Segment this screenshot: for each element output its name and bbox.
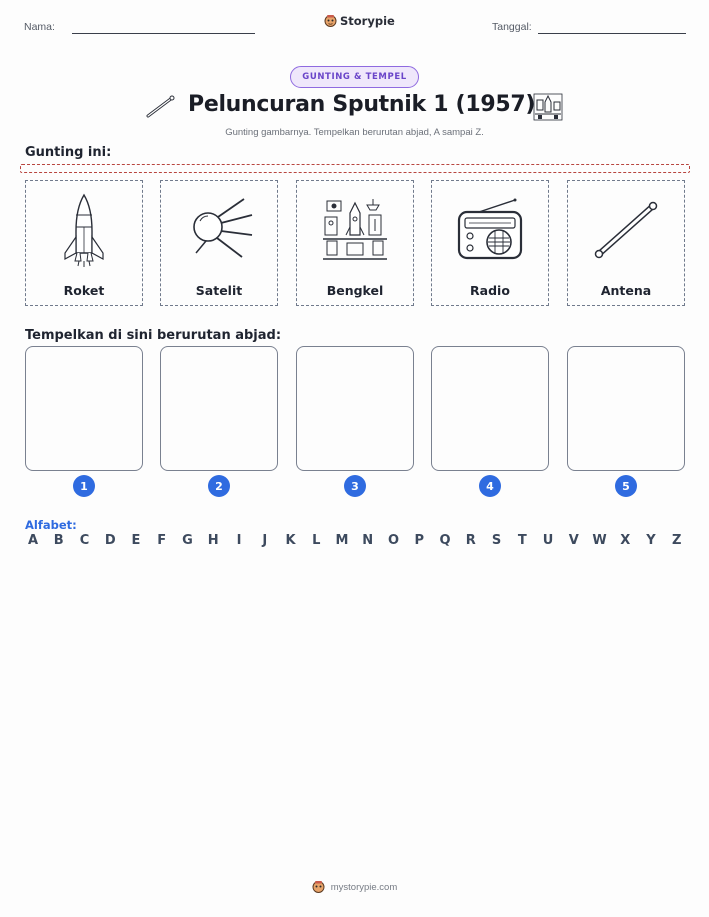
paste-box-4[interactable] (431, 346, 549, 471)
card-label: Bengkel (326, 283, 384, 298)
alphabet-letter: Q (439, 533, 451, 548)
alphabet-letter: L (312, 533, 321, 548)
position-number-5: 5 (615, 475, 637, 497)
footer-url: mystorypie.com (330, 881, 398, 893)
alphabet-letter: Z (672, 533, 682, 548)
name-field[interactable] (72, 33, 255, 34)
brand-name: Storypie (340, 14, 395, 28)
alphabet-letter: A (27, 533, 39, 548)
alphabet-letter: T (517, 533, 527, 548)
cut-section-label: Gunting ini: (25, 145, 112, 160)
instructions: Gunting gambarnya. Tempelkan berurutan abjad, A sampai Z. (225, 127, 484, 138)
cut-card-satellite[interactable] (160, 180, 278, 306)
card-label: Roket (63, 283, 105, 298)
alphabet-letter: F (157, 533, 167, 548)
alphabet-label: Alfabet: (25, 518, 77, 532)
radio-icon (455, 198, 525, 262)
alphabet-letter: N (362, 533, 374, 548)
paste-box-5[interactable] (567, 346, 685, 471)
paste-box-3[interactable] (296, 346, 414, 471)
cut-card-radio[interactable] (431, 180, 549, 306)
position-number-2: 2 (208, 475, 230, 497)
alphabet-letter: S (491, 533, 502, 548)
alphabet-letter: O (387, 533, 400, 548)
date-field[interactable] (538, 33, 686, 34)
activity-badge: GUNTING & TEMPEL (290, 66, 419, 88)
alphabet-letter: C (79, 533, 90, 548)
alphabet-letter: G (182, 533, 193, 548)
alphabet-letter: E (131, 533, 141, 548)
workshop-icon (321, 197, 389, 263)
alphabet-letter: B (53, 533, 64, 548)
alphabet-row (25, 533, 685, 548)
name-label: Nama: (24, 21, 55, 33)
card-label: Antena (600, 283, 652, 298)
cut-card-antenna[interactable] (567, 180, 685, 306)
paste-box-1[interactable] (25, 346, 143, 471)
storypie-mascot-icon (312, 880, 325, 894)
alphabet-letter: X (620, 533, 631, 548)
alphabet-letter: P (414, 533, 425, 548)
alphabet-letter: M (335, 533, 349, 548)
card-label: Radio (470, 283, 510, 298)
brand-logo (324, 14, 395, 28)
cut-line (20, 164, 690, 173)
cut-card-workshop[interactable] (296, 180, 414, 306)
storypie-mascot-icon (324, 14, 337, 28)
footer (0, 880, 709, 894)
alphabet-letter: D (104, 533, 116, 548)
position-number-4: 4 (479, 475, 501, 497)
alphabet-letter: J (262, 533, 268, 548)
antenna-icon (144, 94, 176, 120)
page-title: Peluncuran Sputnik 1 (1957) (188, 92, 536, 117)
alphabet-letter: K (285, 533, 296, 548)
alphabet-letter: Y (646, 533, 656, 548)
satellite-icon (182, 195, 256, 265)
antenna-icon (591, 200, 661, 260)
alphabet-letter: I (236, 533, 242, 548)
position-number-1: 1 (73, 475, 95, 497)
paste-section-label: Tempelkan di sini berurutan abjad: (25, 328, 282, 343)
alphabet-letter: V (568, 533, 579, 548)
alphabet-letter: W (592, 533, 607, 548)
workshop-icon (532, 92, 564, 122)
alphabet-letter: R (465, 533, 476, 548)
alphabet-letter: U (542, 533, 554, 548)
cut-card-rocket[interactable] (25, 180, 143, 306)
paste-box-2[interactable] (160, 346, 278, 471)
date-label: Tanggal: (492, 21, 532, 33)
rocket-icon (59, 191, 109, 269)
card-label: Satelit (195, 283, 243, 298)
alphabet-letter: H (207, 533, 219, 548)
position-number-3: 3 (344, 475, 366, 497)
title-row (0, 92, 709, 122)
